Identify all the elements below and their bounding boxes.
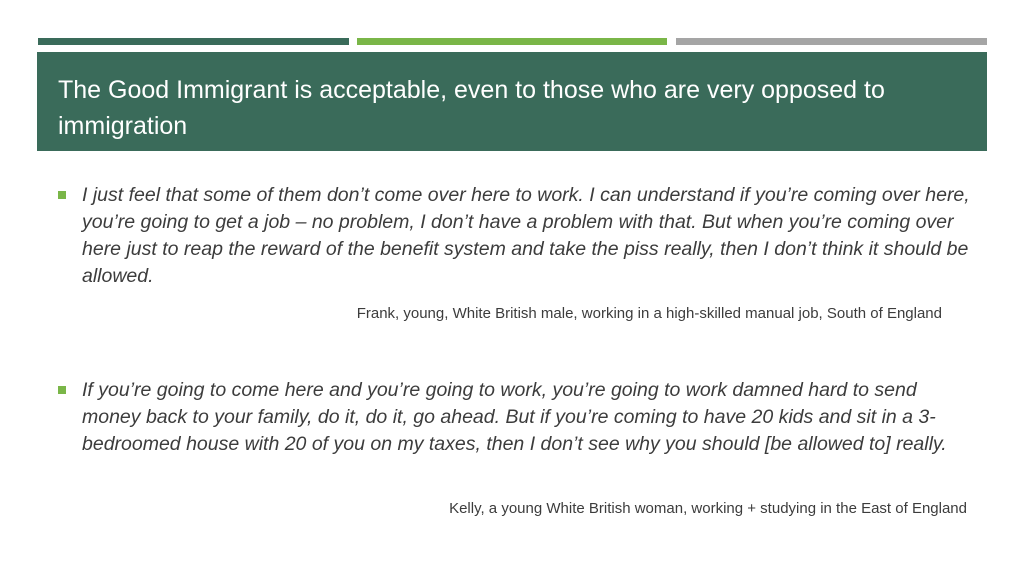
slide-title: The Good Immigrant is acceptable, even to those who are very opposed to immigration [58, 76, 885, 140]
accent-bar-light-green [357, 38, 667, 45]
quote-text: I just feel that some of them don’t come over here to work. I can understand if you’re coming over here, you’re going to get a job – no problem, I don’t have a problem with that. But when you’re coming over here just to reap the reward of the benefit system and take the piss really, then I don’t think it should be allowed. [82, 184, 970, 287]
quote-attribution: Frank, young, White British male, working in a high-skilled manual job, South of England [356, 305, 942, 322]
accent-bar-gray [676, 38, 987, 45]
quote-attribution: Kelly, a young White British woman, working + studying in the East of England [449, 500, 967, 517]
square-bullet-icon [58, 191, 66, 199]
square-bullet-icon [58, 386, 66, 394]
quote-text: If you’re going to come here and you’re going to work, you’re going to work damned hard to send money back to your family, do it, do it, go ahead. But if you’re coming to have 20 kids and sit in a 3-bedroomed house with 20 of you on my taxes, then I don’t see why you should [be allowed to] really. [82, 379, 947, 455]
title-band [37, 52, 987, 151]
accent-bar-dark-green [38, 38, 349, 45]
